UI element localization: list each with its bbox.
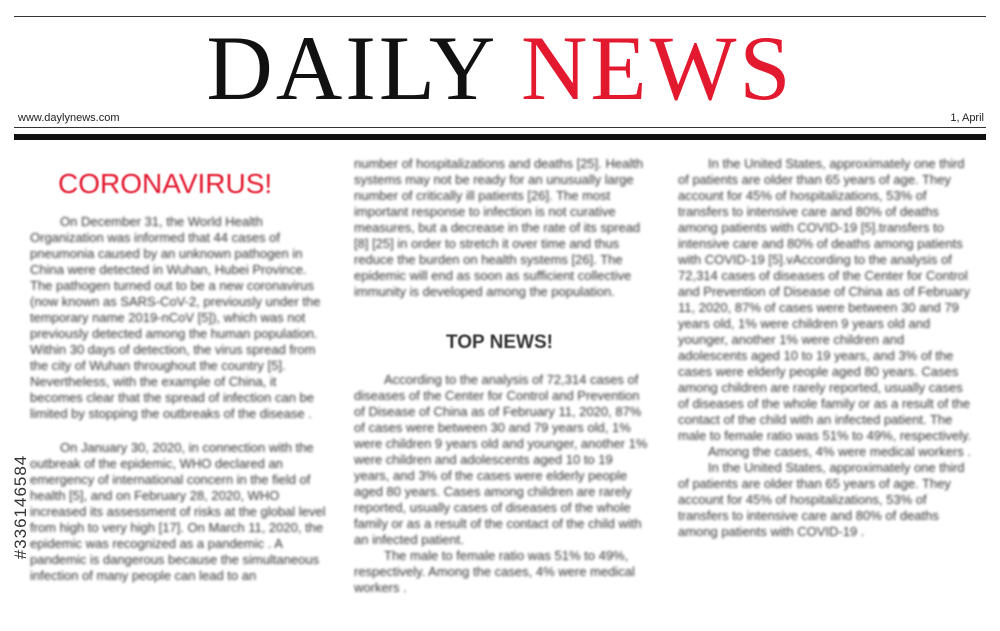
article-paragraph: According to the analysis of 72,314 cases of diseases of the Center for Control and Prevention of Disease of China as of February 11, 2020, 87% of cases were between 30 and 79 years old, 1% were children 9 years old and younger, another 1% were children and adolescents aged 10 to 19 years, and 3% of the cases were elderly people aged 80 years. Cases among children are rarely reported, usually cases of diseases of the whole family or as a result of the contact of the child with an infected patient. [354, 372, 648, 547]
article-column-2 [354, 156, 650, 300]
article-paragraph: On January 30, 2020, in connection with the outbreak of the epidemic, WHO declared an emergency of international concern in the field of health [5], and on February 28, 2020, WHO increased its assessment of risks at the global level from high to very high [17]. On March 11, 2020, the epidemic was recognized as a pandemic . A pandemic is dangerous because the simultaneous infection of many people can lead to an [30, 440, 326, 583]
masthead-word-news: NEWS [520, 17, 794, 119]
article-column-2-lower [354, 372, 650, 596]
watermark-id: #336146584 [11, 454, 30, 560]
issue-date: 1, April [950, 112, 984, 124]
headline-coronavirus: CORONAVIRUS! [58, 168, 273, 199]
article-paragraph: In the United States, approximately one third of patients are older than 65 years of age. They account for 45% of hospitalizations, 53% of transfers to intensive care and 80% of deaths among patients with COVID-19 [5].transfers to intensive care and 80% of deaths among patients with COVID-19 [5].vAccording to the analysis of 72,314 cases of diseases of the Center for Control and Prevention of Disease of China as of February 11, 2020, 87% of cases were between 30 and 79 years old, 1% were children 9 years old and younger, another 1% were children and adolescents aged 10 to 19 years, and 3% of the cases were elderly people aged 80 years. Cases among children are rarely reported, usually cases of diseases of the whole family or as a result of the contact of the child with an infected patient. The male to female ratio was 51% to 49%, respectively. [678, 156, 972, 443]
article-column-3 [678, 156, 974, 540]
header-thin-rule [14, 127, 986, 128]
stock-watermark [6, 392, 30, 622]
article-paragraph: In the United States, approximately one third of patients are older than 65 years of age. They account for 45% of hospitalizations, 53% of transfers to intensive care and 80% of deaths among patients with COVID-19 . [678, 460, 965, 539]
article-paragraph: The male to female ratio was 51% to 49%, respectively. Among the cases, 4% were medical workers . [354, 548, 635, 595]
masthead-word-daily: DAILY [206, 17, 495, 119]
headline-top-news: TOP NEWS! [446, 332, 553, 353]
article-paragraph: Among the cases, 4% were medical workers . [708, 444, 971, 459]
header-thick-rule [14, 134, 986, 140]
article-paragraph: number of hospitalizations and deaths [25]. Health systems may not be ready for an unusually large number of critically ill patients [26]. The most important response to infection is not curative measures, but a decrease in the rate of its spread [8] [25] in order to stretch it over time and thus reduce the burden on health systems [26]. The epidemic will end as soon as sufficient collective immunity is developed among the population. [354, 156, 644, 299]
article-column-1 [30, 214, 330, 584]
website-url: www.daylynews.com [18, 112, 120, 124]
article-paragraph: On December 31, the World Health Organization was informed that 44 cases of pneumonia caused by an unknown pathogen in China were detected in Wuhan, Hubei Province. The pathogen turned out to be a new coronavirus (now known as SARS-CoV-2, previously under the temporary name 2019-nCoV [5]), which was not previously detected among the human population. Within 30 days of detection, the virus spread from the city of Wuhan throughout the country [5]. Nevertheless, with the example of China, it becomes clear that the spread of infection can be limited by stopping the outbreaks of the disease . [30, 214, 321, 421]
